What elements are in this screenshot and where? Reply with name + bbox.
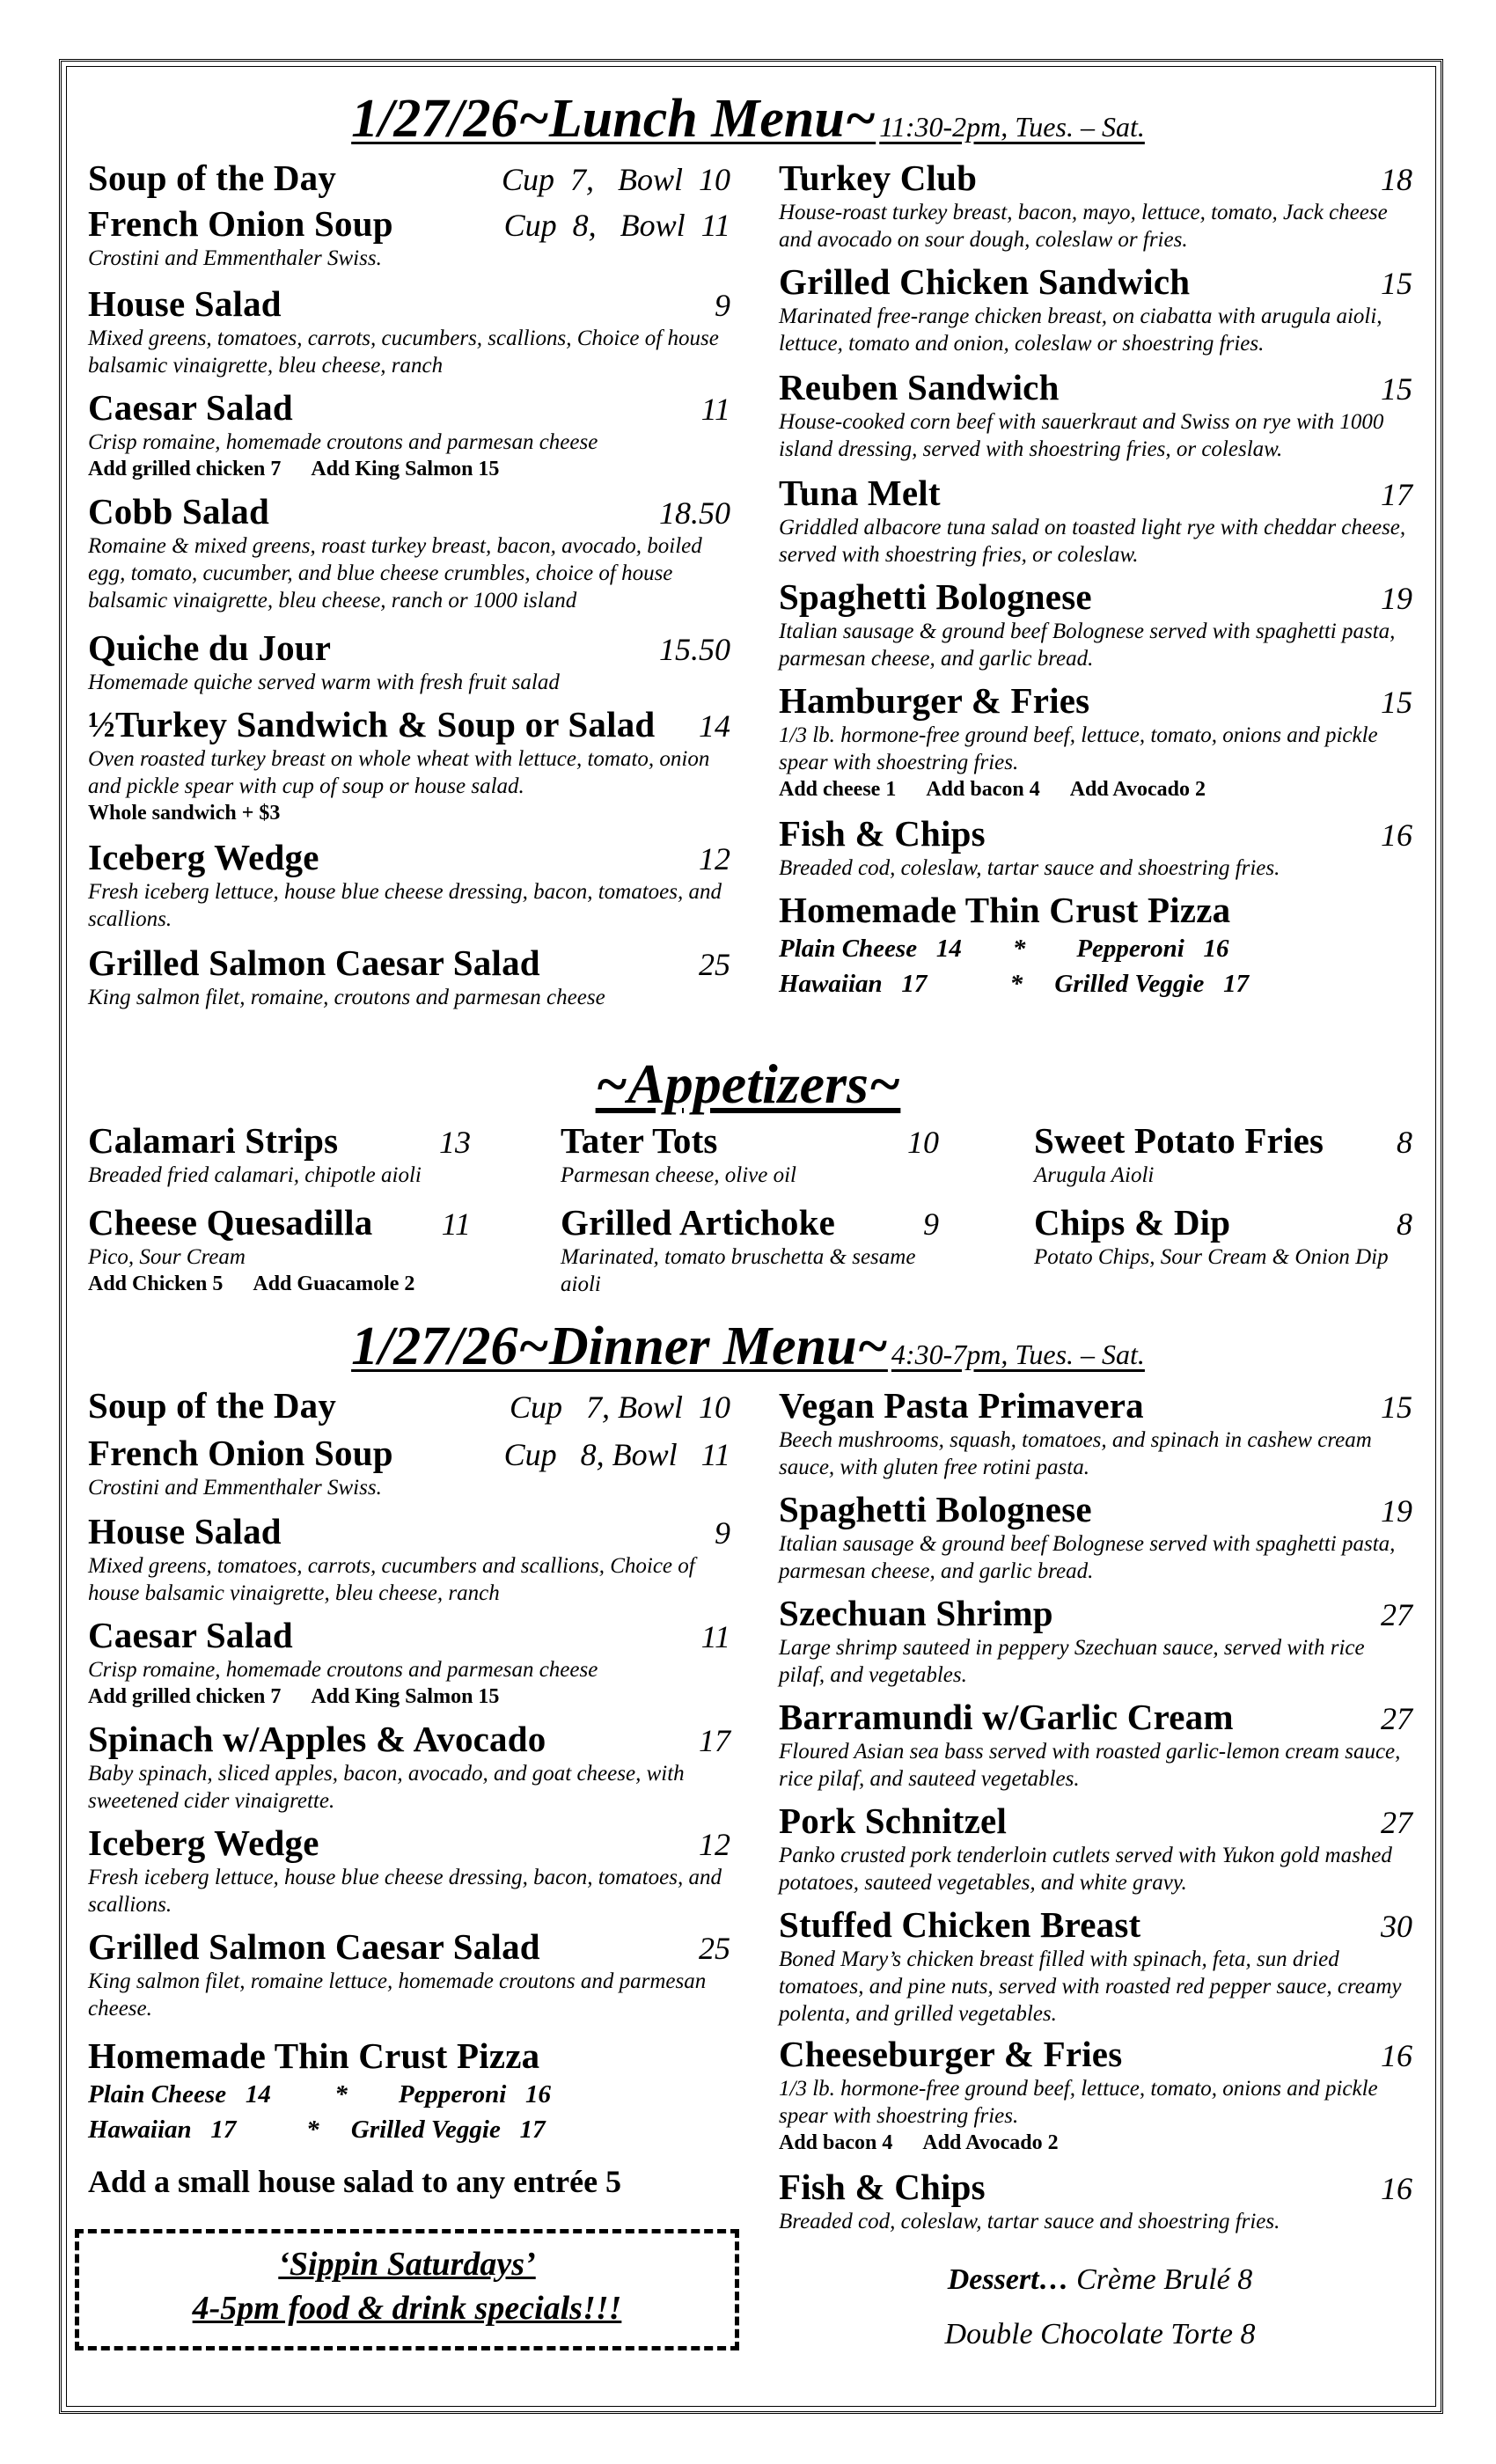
item-price: 15 — [1381, 371, 1412, 407]
menu-item — [88, 157, 730, 199]
item-description: 1/3 lb. hormone-free ground beef, lettuce, tomato, onions and pickle spear with shoestring fries. — [779, 723, 1378, 774]
menu-item — [88, 1925, 730, 2022]
item-price: 15 — [1381, 266, 1412, 301]
menu-item — [779, 472, 1412, 568]
item-name: Reuben Sandwich — [779, 367, 1060, 407]
menu-item — [88, 1119, 471, 1189]
menu-item — [88, 1718, 730, 1815]
item-price: 30 — [1381, 1909, 1412, 1944]
item-description: Crisp romaine, homemade croutons and parmesan cheese — [88, 430, 598, 454]
item-price: 18.50 — [659, 495, 730, 531]
dessert-section — [880, 2253, 1320, 2362]
item-name: French Onion Soup — [88, 1433, 393, 1473]
item-name: Calamari Strips — [88, 1120, 339, 1161]
addon-option: Whole sandwich + $3 — [88, 802, 281, 825]
item-name: French Onion Soup — [88, 203, 393, 244]
item-description: Romaine & mixed greens, roast turkey breast, bacon, avocado, boiled egg, tomato, cucumber, and blue cheese crumbles, choice of house balsamic vinaigrette, bleu cheese, ranch or 1000 island — [88, 534, 702, 612]
menu-item — [88, 627, 730, 696]
item-addons — [88, 800, 730, 827]
menu-item — [779, 1696, 1412, 1793]
item-price: 15 — [1381, 1390, 1412, 1425]
item-name: Spaghetti Bolognese — [779, 1489, 1092, 1529]
item-name: Grilled Salmon Caesar Salad — [88, 1926, 540, 1967]
item-price: Cup 8, Bowl 11 — [503, 208, 730, 243]
addon-option: Add King Salmon 15 — [311, 458, 500, 480]
appetizers-column-3 — [1034, 1119, 1412, 1276]
menu-item — [88, 386, 730, 483]
item-description: Pico, Sour Cream — [88, 1245, 246, 1269]
item-price: 15 — [1381, 685, 1412, 720]
menu-item — [1034, 1201, 1412, 1271]
menu-item — [1034, 1119, 1412, 1189]
menu-item — [779, 679, 1412, 803]
addon-option: Add King Salmon 15 — [311, 1685, 500, 1708]
item-price: 14 — [699, 708, 730, 744]
item-name: Spinach w/Apples & Avocado — [88, 1719, 546, 1759]
item-description: Breaded cod, coleslaw, tartar sauce and shoestring fries. — [779, 2210, 1280, 2233]
addon-option: Add Guacamole 2 — [253, 1272, 415, 1295]
item-description: Potato Chips, Sour Cream & Onion Dip — [1034, 1245, 1389, 1269]
lunch-right-column — [779, 157, 1412, 1008]
item-description: House-roast turkey breast, bacon, mayo, lettuce, tomato, Jack cheese and avocado on sour dough, coleslaw or fries. — [779, 201, 1388, 252]
item-price: 15.50 — [659, 632, 730, 667]
addon-option: Add Avocado 2 — [922, 2131, 1059, 2154]
menu-item — [779, 157, 1412, 253]
item-name: Homemade Thin Crust Pizza — [779, 890, 1231, 930]
addon-option: Add Avocado 2 — [1069, 778, 1206, 801]
lunch-header — [0, 88, 1496, 150]
appetizers-column-1 — [88, 1119, 471, 1303]
lunch-title: 1/27/26~Lunch Menu~ — [351, 89, 876, 149]
item-name: Szechuan Shrimp — [779, 1593, 1053, 1633]
item-name: Barramundi w/Garlic Cream — [779, 1697, 1234, 1737]
menu-item — [88, 282, 730, 379]
item-description: Large shrimp sauteed in peppery Szechuan sauce, served with rice pilaf, and vegetables. — [779, 1636, 1365, 1687]
item-name: Pork Schnitzel — [779, 1800, 1008, 1841]
item-description: Fresh iceberg lettuce, house blue cheese dressing, bacon, tomatoes, and scallions. — [88, 880, 722, 931]
item-price: 9 — [923, 1206, 939, 1242]
appetizers-column-2 — [561, 1119, 939, 1303]
item-price: 9 — [715, 1515, 730, 1551]
item-price: Cup 7, Bowl 10 — [501, 162, 730, 197]
addon-option: Add cheese 1 — [779, 778, 897, 801]
menu-item — [88, 703, 730, 827]
item-description: House-cooked corn beef with sauerkraut and Swiss on rye with 1000 island dressing, served with shoestring fries, or coleslaw. — [779, 410, 1384, 461]
item-price: 12 — [699, 1827, 730, 1862]
item-description: Fresh iceberg lettuce, house blue cheese dressing, bacon, tomatoes, and scallions. — [88, 1866, 722, 1917]
item-name: Stuffed Chicken Breast — [779, 1904, 1141, 1945]
item-description: Beech mushrooms, squash, tomatoes, and spinach in cashew cream sauce, with gluten free rotini pasta. — [779, 1428, 1372, 1479]
item-addons — [88, 1271, 471, 1298]
item-price: 17 — [1381, 477, 1412, 512]
item-description: Crostini and Emmenthaler Swiss. — [88, 246, 382, 270]
item-name: Caesar Salad — [88, 1615, 293, 1655]
side-note — [88, 2163, 730, 2200]
item-price: 9 — [715, 288, 730, 323]
item-description: Italian sausage & ground beef Bolognese served with spaghetti pasta, parmesan cheese, and garlic bread. — [779, 1532, 1396, 1583]
pizza-options: Plain Cheese 14 * Pepperoni 16 — [779, 935, 1229, 963]
item-price: 8 — [1397, 1125, 1412, 1160]
menu-item — [779, 1384, 1412, 1481]
menu-item — [88, 1510, 730, 1607]
item-name: Tater Tots — [561, 1120, 718, 1161]
item-description: 1/3 lb. hormone-free ground beef, lettuce, tomato, onions and pickle spear with shoestring fries. — [779, 2077, 1378, 2128]
item-name: Cheeseburger & Fries — [779, 2034, 1123, 2074]
item-price: 27 — [1381, 1701, 1412, 1736]
item-description: King salmon filet, romaine, croutons and parmesan cheese — [88, 986, 605, 1009]
item-description: Crisp romaine, homemade croutons and parmesan cheese — [88, 1658, 598, 1682]
item-description: Boned Mary’s chicken breast filled with spinach, feta, sun dried tomatoes, and pine nuts, served with roasted red pepper sauce, creamy polenta, and grilled vegetables. — [779, 1947, 1402, 2026]
menu-item — [561, 1201, 939, 1298]
item-price: 16 — [1381, 2171, 1412, 2206]
menu-item — [779, 1488, 1412, 1585]
side-note-text: Add a small house salad to any entrée 5 — [88, 2164, 622, 2199]
item-description: Oven roasted turkey breast on whole wheat with lettuce, tomato, onion and pickle spear with cup of soup or house salad. — [88, 747, 710, 798]
menu-item — [779, 1903, 1412, 2028]
addon-option: Add bacon 4 — [779, 2131, 893, 2154]
menu-item — [88, 942, 730, 1011]
appetizers-title: ~Appetizers~ — [595, 1052, 901, 1115]
item-price: 19 — [1381, 581, 1412, 616]
item-name: Soup of the Day — [88, 158, 337, 198]
item-name: ½Turkey Sandwich & Soup or Salad — [88, 704, 656, 744]
item-price: 25 — [699, 1931, 730, 1966]
item-price: 12 — [699, 841, 730, 876]
item-description: Breaded cod, coleslaw, tartar sauce and shoestring fries. — [779, 856, 1280, 880]
menu-item — [779, 812, 1412, 882]
item-description: Mixed greens, tomatoes, carrots, cucumbers, scallions, Choice of house balsamic vinaigrette, bleu cheese, ranch — [88, 326, 719, 378]
pizza-options: Hawaiian 17 * Grilled Veggie 17 — [779, 970, 1250, 998]
item-description: Breaded fried calamari, chipotle aioli — [88, 1163, 422, 1187]
menu-item — [779, 2033, 1412, 2157]
item-description: Griddled albacore tuna salad on toasted light rye with cheddar cheese, served with shoestring fries, or coleslaw. — [779, 516, 1406, 567]
dinner-header — [0, 1316, 1496, 1378]
item-price: 25 — [699, 947, 730, 982]
item-description: King salmon filet, romaine lettuce, homemade croutons and parmesan cheese. — [88, 1969, 707, 2020]
promo-subtitle: 4-5pm food & drink specials!!! — [192, 2290, 622, 2327]
item-name: Tuna Melt — [779, 473, 941, 513]
item-description: Arugula Aioli — [1034, 1163, 1155, 1187]
item-description: Crostini and Emmenthaler Swiss. — [88, 1476, 382, 1500]
menu-item — [88, 1201, 471, 1298]
dinner-title: 1/27/26~Dinner Menu~ — [351, 1316, 888, 1376]
item-price: 11 — [700, 392, 730, 427]
item-name: Iceberg Wedge — [88, 1822, 319, 1863]
item-name: Quiche du Jour — [88, 627, 332, 668]
item-addons — [779, 2130, 1412, 2157]
item-description: Parmesan cheese, olive oil — [561, 1163, 796, 1187]
menu-item — [779, 889, 1412, 1001]
promo-title: ‘Sippin Saturdays’ — [278, 2246, 536, 2283]
dessert-label: Dessert… — [947, 2263, 1069, 2296]
menu-item — [779, 2166, 1412, 2235]
item-price: 17 — [699, 1723, 730, 1758]
lunch-hours: 11:30-2pm, Tues. – Sat. — [879, 111, 1145, 143]
menu-item — [88, 1822, 730, 1918]
dinner-left-column — [88, 1384, 730, 2154]
item-name: Iceberg Wedge — [88, 837, 319, 877]
item-price: 16 — [1381, 818, 1412, 853]
item-name: Sweet Potato Fries — [1034, 1120, 1324, 1161]
menu-item — [779, 576, 1412, 672]
item-description: Floured Asian sea bass served with roasted garlic-lemon cream sauce, rice pilaf, and sauteed vegetables. — [779, 1740, 1401, 1791]
menu-item — [88, 2035, 730, 2147]
item-description: Marinated, tomato bruschetta & sesame aioli — [561, 1245, 916, 1296]
addon-option: Add Chicken 5 — [88, 1272, 224, 1295]
addon-option: Add grilled chicken 7 — [88, 458, 282, 480]
item-price: 11 — [700, 1619, 730, 1654]
dessert-item-2: Double Chocolate Torte 8 — [944, 2318, 1256, 2350]
menu-item — [88, 1432, 730, 1501]
item-addons — [88, 456, 730, 483]
addon-option: Add bacon 4 — [926, 778, 1040, 801]
item-name: Spaghetti Bolognese — [779, 576, 1092, 617]
item-description: Marinated free-range chicken breast, on ciabatta with arugula aioli, lettuce, tomato and onion, coleslaw or shoestring fries. — [779, 304, 1382, 356]
item-name: Turkey Club — [779, 158, 978, 198]
item-name: Fish & Chips — [779, 813, 986, 854]
item-price: 18 — [1381, 162, 1412, 197]
item-description: Mixed greens, tomatoes, carrots, cucumbers and scallions, Choice of house balsamic vinaigrette, bleu cheese, ranch — [88, 1554, 695, 1605]
menu-item — [779, 260, 1412, 357]
menu-item — [779, 1800, 1412, 1896]
item-price: 27 — [1381, 1597, 1412, 1632]
menu-item — [88, 490, 730, 614]
menu-item — [88, 1614, 730, 1711]
menu-item — [561, 1119, 939, 1189]
menu-item — [88, 1384, 730, 1426]
item-name: Caesar Salad — [88, 387, 293, 428]
item-price: 27 — [1381, 1805, 1412, 1840]
item-name: Fish & Chips — [779, 2167, 986, 2207]
item-name: Grilled Salmon Caesar Salad — [88, 942, 540, 983]
item-price: 11 — [441, 1206, 471, 1242]
pizza-options: Plain Cheese 14 * Pepperoni 16 — [88, 2080, 552, 2108]
item-name: House Salad — [88, 1511, 282, 1551]
item-name: Homemade Thin Crust Pizza — [88, 2035, 540, 2076]
addon-option: Add grilled chicken 7 — [88, 1685, 282, 1708]
item-price: Cup 8, Bowl 11 — [503, 1437, 730, 1472]
item-price: 10 — [907, 1125, 939, 1160]
dessert-item-1: Crème Brulé 8 — [1076, 2263, 1253, 2296]
item-name: House Salad — [88, 283, 282, 324]
item-price: 19 — [1381, 1493, 1412, 1529]
menu-item — [779, 366, 1412, 463]
item-price: 16 — [1381, 2038, 1412, 2073]
menu-item — [88, 836, 730, 933]
item-name: Grilled Artichoke — [561, 1202, 836, 1243]
item-addons — [779, 776, 1412, 803]
item-price: 8 — [1397, 1206, 1412, 1242]
item-price: 13 — [439, 1125, 471, 1160]
lunch-left-column — [88, 157, 730, 1020]
item-name: Soup of the Day — [88, 1385, 337, 1426]
item-description: Homemade quiche served warm with fresh fruit salad — [88, 671, 560, 694]
item-name: Hamburger & Fries — [779, 680, 1090, 721]
item-addons — [88, 1683, 730, 1711]
menu-item — [779, 1592, 1412, 1689]
item-name: Cobb Salad — [88, 491, 269, 532]
menu-item — [88, 202, 730, 272]
item-description: Panko crusted pork tenderloin cutlets served with Yukon gold mashed potatoes, sauteed vegetables, and white gravy. — [779, 1844, 1392, 1895]
item-name: Chips & Dip — [1034, 1202, 1231, 1243]
item-name: Vegan Pasta Primavera — [779, 1385, 1144, 1426]
pizza-options: Hawaiian 17 * Grilled Veggie 17 — [88, 2116, 546, 2144]
item-price: Cup 7, Bowl 10 — [509, 1390, 730, 1425]
dinner-right-column — [779, 1384, 1412, 2242]
item-name: Cheese Quesadilla — [88, 1202, 373, 1243]
dinner-hours: 4:30-7pm, Tues. – Sat. — [891, 1338, 1145, 1370]
item-description: Baby spinach, sliced apples, bacon, avocado, and goat cheese, with sweetened cider vinaigrette. — [88, 1762, 685, 1813]
item-description: Italian sausage & ground beef Bolognese served with spaghetti pasta, parmesan cheese, and garlic bread. — [779, 620, 1396, 671]
sippin-saturdays-box — [75, 2229, 739, 2350]
item-name: Grilled Chicken Sandwich — [779, 261, 1191, 302]
